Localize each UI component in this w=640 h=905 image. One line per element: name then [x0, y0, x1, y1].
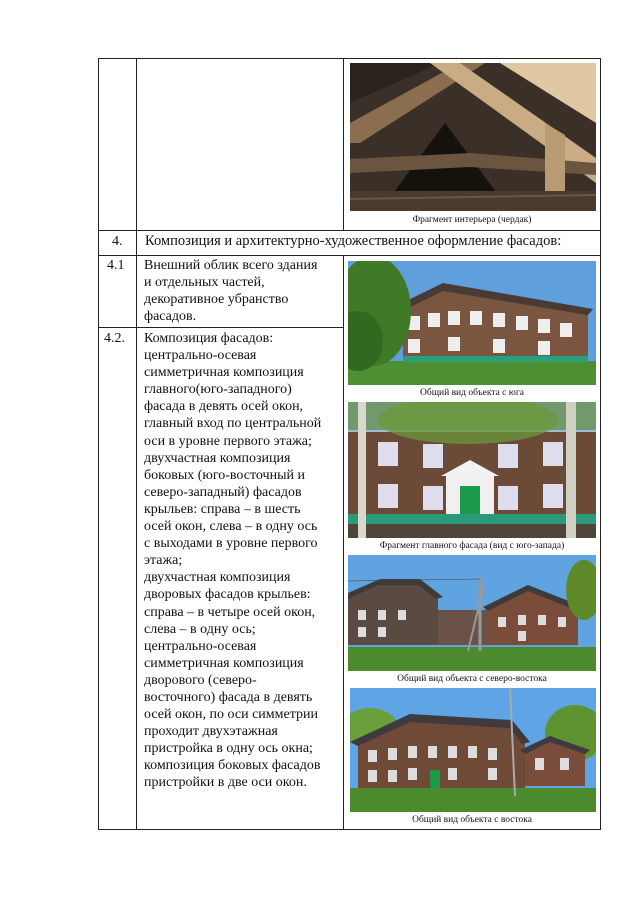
text-line: этажа; — [144, 553, 183, 569]
text-line: двухчастная композиция — [144, 570, 291, 586]
text-line: с выходами в уровне первого — [144, 536, 318, 552]
row-divider-1 — [98, 230, 601, 231]
text-line: дворового (северо- — [144, 672, 257, 688]
text-line: крыльев: справа – в шесть — [144, 501, 301, 517]
text-line: фасада в девять осей окон, — [144, 399, 304, 415]
text-line: справа – в четыре осей окон, — [144, 604, 316, 620]
text-line: композиция боковых фасадов — [144, 758, 321, 774]
row-number-4-2: 4.2. — [104, 331, 125, 346]
text-line: восточного) фасада в девять — [144, 689, 313, 705]
text-line: декоративное убранство — [144, 292, 289, 308]
main-facade-photo — [348, 402, 596, 538]
text-line: и отдельных частей, — [144, 275, 265, 291]
text-line: осей окон, слева – в одну ось — [144, 519, 318, 535]
text-line: пристройки в две оси окон. — [144, 775, 307, 791]
caption-attic: Фрагмент интерьера (чердак) — [412, 215, 532, 225]
text-line: оси в уровне первого этажа; — [144, 433, 312, 449]
text-line: центрально-осевая — [144, 348, 257, 364]
east-view-photo — [350, 688, 596, 812]
south-view-photo — [348, 261, 596, 385]
row-4-2-text — [144, 330, 342, 792]
row-divider-3 — [98, 327, 343, 328]
text-line: симметричная композиция — [144, 655, 304, 671]
text-line: главный вход по центральной — [144, 416, 322, 432]
row-4-1-text — [144, 257, 342, 325]
row-4-heading: Композиция и архитектурно-художественное оформление фасадов: — [145, 233, 562, 249]
text-line: главного(юго-западного) — [144, 382, 292, 398]
text-line: Композиция фасадов: — [144, 331, 274, 346]
caption-main-facade: Фрагмент главного фасада (вид с юго-запада) — [379, 541, 565, 551]
text-line: слева – в одну ось; — [144, 621, 256, 637]
text-line: пристройка в одну ось окна; — [144, 741, 313, 757]
text-line: осей окон, по оси симметрии — [144, 707, 318, 723]
text-line: северо-западный) фасадов — [144, 484, 302, 500]
text-line: симметричная композиция — [144, 365, 304, 381]
text-line: двухчастная композиция — [144, 450, 291, 466]
row-number-4-1: 4.1 — [107, 258, 125, 273]
caption-south-view: Общий вид объекта с юга — [420, 388, 524, 398]
text-line: центрально-осевая — [144, 638, 257, 654]
northeast-view-photo — [348, 555, 596, 671]
row-number-4: 4. — [112, 234, 123, 249]
text-line: боковых (юго-восточный и — [144, 467, 305, 483]
text-line: дворовых фасадов крыльев: — [144, 587, 311, 603]
caption-northeast-view: Общий вид объекта с северо-востока — [397, 674, 547, 684]
text-line: фасадов. — [144, 309, 197, 325]
column-divider-1 — [136, 58, 137, 830]
row-divider-2 — [98, 255, 601, 256]
caption-east-view: Общий вид объекта с востока — [412, 815, 532, 825]
text-line: Внешний облик всего здания — [144, 258, 318, 273]
column-divider-3 — [343, 255, 344, 830]
attic-photo — [350, 63, 596, 211]
column-divider-2 — [343, 58, 344, 230]
text-line: проходит двухэтажная — [144, 724, 278, 740]
